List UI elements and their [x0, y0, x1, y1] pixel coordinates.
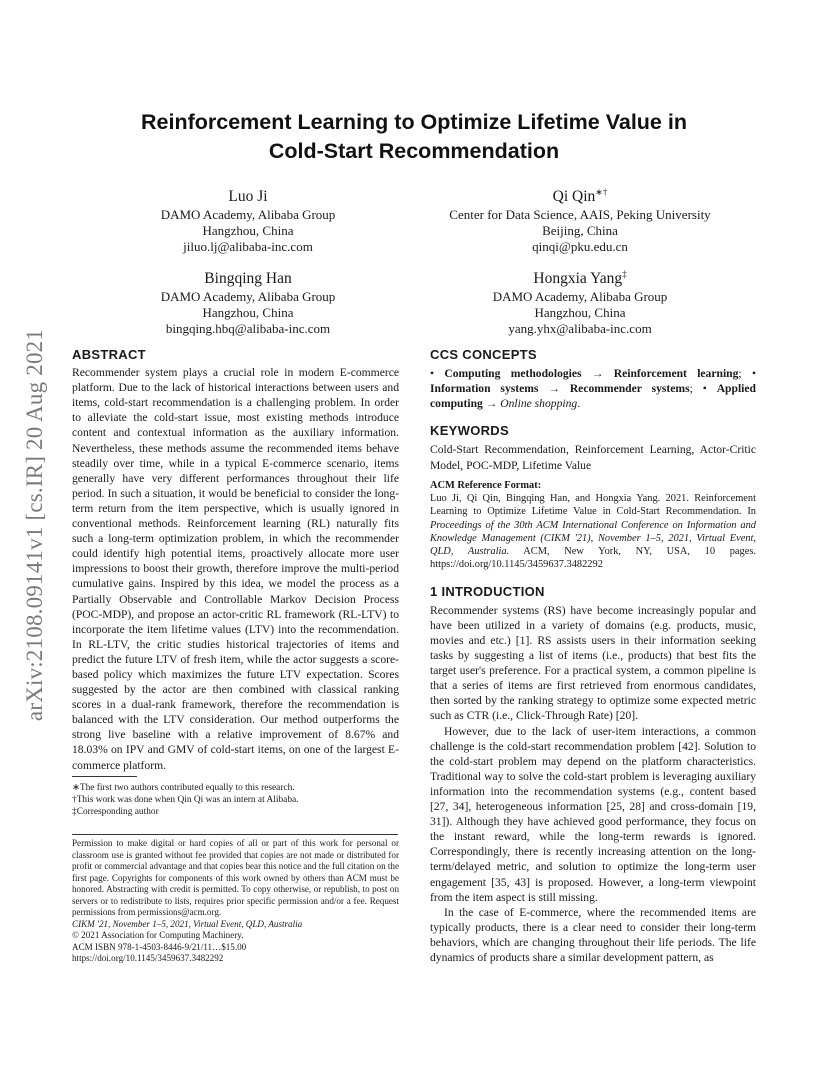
ccs-term: Recommender systems	[569, 382, 690, 396]
permission-text: Permission to make digital or hard copies of all or part of this work for personal or classroom use is granted without fee provided that copies are not made or distributed for profit or commercial advantage and that copies bear this notice and the full citation on the first page. Copyrights for components of this work owned by others than ACM must be honored. Abstracting with credit is permitted. To copy otherwise, or republish, to post on servers or to redistribute to lists, requires prior specific permission and/or a fee. Request permissions from permissions@acm.org.	[72, 838, 400, 917]
author-footnote-marks: ∗†	[595, 186, 608, 197]
acm-reference-authors: Luo Ji, Qi Qin, Bingqing Han, and Hongxia Yang. 2021. Reinforcement Learning to Optimize Lifetime Value in Cold-Start Recommendation. In	[430, 492, 756, 518]
author-affiliation: DAMO Academy, Alibaba Group	[160, 207, 336, 222]
author-block-4	[420, 269, 740, 337]
keywords-heading: KEYWORDS	[430, 423, 509, 439]
author-email: bingqing.hbq@alibaba-inc.com	[165, 321, 331, 336]
permission-isbn: ACM ISBN 978-1-4503-8446-9/21/11…$15.00	[72, 941, 247, 952]
right-column	[430, 347, 756, 965]
ccs-term: Applied computing	[430, 382, 756, 411]
author-footnote-marks: ‡	[622, 268, 627, 279]
ccs-term: Online shopping	[500, 397, 578, 411]
author-email: qinqi@pku.edu.cn	[532, 239, 628, 254]
author-affiliation: Center for Data Science, AAIS, Peking University	[449, 207, 711, 222]
footnote-corresponding: ‡Corresponding author	[72, 806, 159, 817]
bullet: •	[430, 367, 445, 381]
author-block-1	[98, 187, 398, 255]
intro-paragraph-1: Recommender systems (RS) have become increasingly popular and have been utilized in a variety of domains (e.g. products, music, movies and etc.) [1]. RS assists users in their information seeking tasks by suggesting a list of items (i.e., products) that best fits the target user's preference. For a practical system, a common pipeline is that a series of items are first retrieved from enormous candidates, then sorted by the ranking strategy to optimize some expected metric such as CTR (i.e., Click-Through Rate) [20].	[430, 603, 756, 723]
arxiv-side-stamp	[20, 290, 50, 760]
author-location: Hangzhou, China	[534, 305, 626, 320]
author-name: Bingqing Han	[204, 270, 292, 287]
ccs-term: Information systems	[430, 382, 539, 396]
footnote-equal-contribution: ∗The first two authors contributed equally to this research.	[72, 783, 295, 793]
acm-reference-heading: ACM Reference Format:	[430, 479, 542, 491]
title-line-1: Reinforcement Learning to Optimize Lifetime Value in	[141, 110, 687, 134]
footnote-rule	[72, 776, 137, 777]
acm-reference-tail: ACM, New York, NY, USA, 10 pages. https://doi.org/10.1145/3459637.3482292	[430, 546, 756, 571]
footnote-intern: †This work was done when Qin Qi was an intern at Alibaba.	[72, 794, 299, 805]
permission-doi: https://doi.org/10.1145/3459637.3482292	[72, 953, 224, 963]
arxiv-identifier: arXiv:2108.09141v1 [cs.IR] 20 Aug 2021	[22, 328, 47, 722]
acm-reference-text	[430, 492, 756, 572]
abstract-heading: ABSTRACT	[72, 347, 146, 362]
intro-paragraph-3: In the case of E-commerce, where the recommended items are typically products, there is a clear need to consider their long-term behaviors, which are changing throughout their life periods. The life dynamics of products share a similar development pattern, as	[430, 905, 756, 964]
author-block-2	[420, 187, 740, 255]
author-name: Luo Ji	[228, 188, 268, 205]
acm-reference-proceedings: Proceedings of the 30th ACM International Conference on Information and Knowledge Management (CIKM '21), November 1–5, 2021, Virtual Event, QLD, Australia.	[430, 519, 756, 558]
title-line-2: Cold-Start Recommendation	[268, 139, 560, 163]
author-affiliation: DAMO Academy, Alibaba Group	[160, 289, 336, 304]
permission-rule	[72, 834, 398, 835]
ccs-term: Computing methodologies	[444, 367, 582, 381]
permission-venue: CIKM '21, November 1–5, 2021, Virtual Event, QLD, Australia	[72, 918, 303, 929]
bullet: •	[702, 382, 717, 396]
permission-block	[72, 838, 399, 965]
introduction-heading: 1 INTRODUCTION	[430, 583, 545, 599]
ccs-concepts: • Computing methodologies → Reinforcement learning; • Information systems → Recommender systems; • Applied computing → Online shopping.	[430, 367, 756, 411]
author-email: jiluo.lj@alibaba-inc.com	[183, 239, 313, 254]
author-name-with-marks	[420, 187, 740, 207]
bullet: •	[751, 367, 756, 381]
permission-copyright: © 2021 Association for Computing Machinery.	[72, 930, 244, 940]
footnotes	[72, 783, 399, 818]
author-name-with-marks	[420, 269, 740, 289]
author-location: Hangzhou, China	[202, 223, 294, 238]
author-location: Beijing, China	[542, 223, 618, 238]
author-email: yang.yhx@alibaba-inc.com	[508, 321, 652, 336]
abstract-text: Recommender system plays a crucial role in modern E-commerce platform. Due to the lack of historical interactions between users and items, cold-start recommendation is a challenging problem. In order to alleviate the cold-start issue, most existing methods introduce content and contextual information as the auxiliary information. Nevertheless, these methods assume the recommended items behave steadily over time, while in a typical E-commerce scenario, items generally have very different performances throughout their life period. In such a situation, it would be beneficial to consider the long-term return from the item perspective, which is usually ignored in conventional methods. Reinforcement learning (RL) naturally fits such a long-term optimization problem, in which the recommender could identify high potential items, proactively allocate more user impressions to boost their growth, therefore improve the multi-period cumulative gains. Inspired by this idea, we model the process as a Partially Observable and Controllable Markov Decision Process (POC-MDP), and propose an actor-critic RL framework (RL-LTV) to incorporate the item lifetime values (LTV) into the recommendation. In RL-LTV, the critic studies historical trajectories of items and predict the future LTV of fresh item, while the actor suggests a score-based policy which maximizes the future LTV expectation. Scores suggested by the actor are then combined with classical ranking scores in a dual-rank framework, therefore the recommendation is balanced with the LTV consideration. Our method outperforms the strong live baseline with a relative improvement of 8.67% and 18.03% on IPV and GMV of cold-start items, on one of the largest E-commerce platform.	[72, 366, 399, 772]
author-block-3	[98, 269, 398, 337]
author-name: Qi Qin	[552, 188, 596, 205]
left-column	[72, 347, 399, 773]
keywords-text: Cold-Start Recommendation, Reinforcement Learning, Actor-Critic Model, POC-MDP, Lifetime Value	[430, 443, 756, 472]
paper-title	[60, 108, 768, 166]
author-affiliation: DAMO Academy, Alibaba Group	[492, 289, 668, 304]
intro-paragraph-2: However, due to the lack of user-item interactions, a common challenge is the cold-start recommendation problem [42]. Solution to the cold-start problem may depend on the platform characteristics. Traditional way to solve the cold-start problem is leveraging auxiliary information into the recommendation systems (e.g., content based [27, 34], heterogeneous information [25, 28] and cross-domain [19, 31]). Although they have achieved good performance, they focus on the instant reward, while the long-term rewards is ignored. Correspondingly, there is recently increasing attention on the long-term/delayed metric, and solution to optimize the long-term user engagement [35, 43] is proposed. However, a long-term viewpoint from the item aspect is still missing.	[430, 724, 756, 904]
author-location: Hangzhou, China	[202, 305, 294, 320]
ccs-heading: CCS CONCEPTS	[430, 347, 537, 362]
author-name: Hongxia Yang	[533, 270, 623, 287]
ccs-term: Reinforcement learning	[613, 367, 739, 381]
